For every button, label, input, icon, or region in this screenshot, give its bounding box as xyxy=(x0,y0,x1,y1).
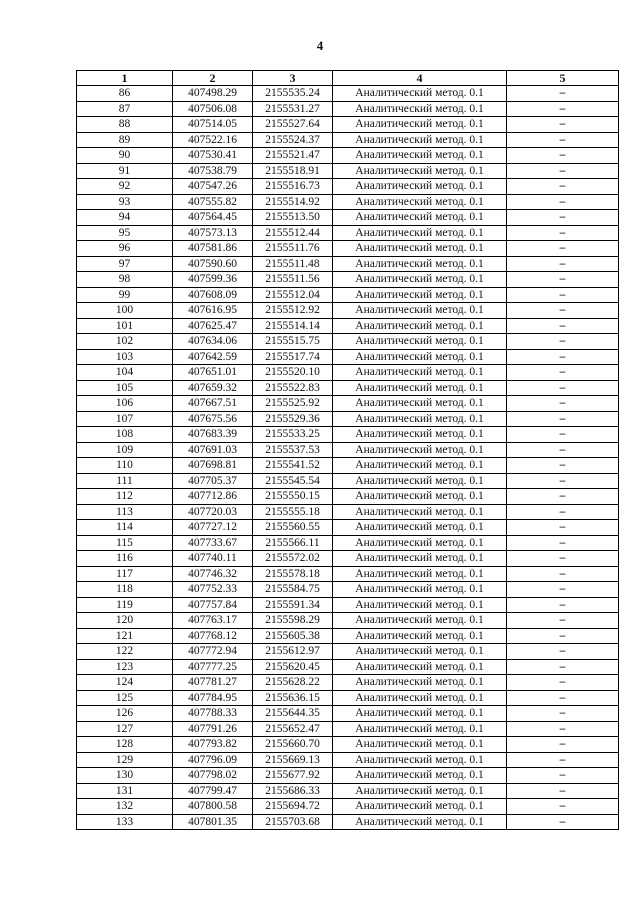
point-number-cell: 126 xyxy=(77,706,173,722)
y-coordinate-cell: 2155537.53 xyxy=(253,442,333,458)
x-coordinate-cell: 407634.06 xyxy=(173,334,253,350)
point-number-cell: 91 xyxy=(77,163,173,179)
table-row xyxy=(77,768,619,784)
error-cell: – xyxy=(507,504,619,520)
method-cell: Аналитический метод. 0.1 xyxy=(333,659,507,675)
y-coordinate-cell: 2155566.11 xyxy=(253,535,333,551)
x-coordinate-cell: 407691.03 xyxy=(173,442,253,458)
table-row xyxy=(77,334,619,350)
x-coordinate-cell: 407642.59 xyxy=(173,349,253,365)
x-coordinate-cell: 407791.26 xyxy=(173,721,253,737)
method-cell: Аналитический метод. 0.1 xyxy=(333,132,507,148)
method-cell: Аналитический метод. 0.1 xyxy=(333,814,507,830)
method-cell: Аналитический метод. 0.1 xyxy=(333,597,507,613)
y-coordinate-cell: 2155524.37 xyxy=(253,132,333,148)
y-coordinate-cell: 2155535.24 xyxy=(253,86,333,102)
y-coordinate-cell: 2155545.54 xyxy=(253,473,333,489)
table-row xyxy=(77,349,619,365)
table-row xyxy=(77,287,619,303)
error-cell: – xyxy=(507,489,619,505)
y-coordinate-cell: 2155636.15 xyxy=(253,690,333,706)
point-number-cell: 131 xyxy=(77,783,173,799)
method-cell: Аналитический метод. 0.1 xyxy=(333,365,507,381)
error-cell: – xyxy=(507,737,619,753)
x-coordinate-cell: 407675.56 xyxy=(173,411,253,427)
method-cell: Аналитический метод. 0.1 xyxy=(333,721,507,737)
error-cell: – xyxy=(507,101,619,117)
x-coordinate-cell: 407625.47 xyxy=(173,318,253,334)
point-number-cell: 107 xyxy=(77,411,173,427)
y-coordinate-cell: 2155525.92 xyxy=(253,396,333,412)
x-coordinate-cell: 407777.25 xyxy=(173,659,253,675)
y-coordinate-cell: 2155522.83 xyxy=(253,380,333,396)
y-coordinate-cell: 2155652.47 xyxy=(253,721,333,737)
x-coordinate-cell: 407712.86 xyxy=(173,489,253,505)
error-cell: – xyxy=(507,256,619,272)
y-coordinate-cell: 2155511.56 xyxy=(253,272,333,288)
error-cell: – xyxy=(507,675,619,691)
method-cell: Аналитический метод. 0.1 xyxy=(333,799,507,815)
method-cell: Аналитический метод. 0.1 xyxy=(333,752,507,768)
error-cell: – xyxy=(507,644,619,660)
point-number-cell: 109 xyxy=(77,442,173,458)
error-cell: – xyxy=(507,814,619,830)
point-number-cell: 108 xyxy=(77,427,173,443)
y-coordinate-cell: 2155644.35 xyxy=(253,706,333,722)
point-number-cell: 89 xyxy=(77,132,173,148)
table-row xyxy=(77,706,619,722)
table-row xyxy=(77,752,619,768)
point-number-cell: 117 xyxy=(77,566,173,582)
table-row xyxy=(77,613,619,629)
point-number-cell: 124 xyxy=(77,675,173,691)
method-cell: Аналитический метод. 0.1 xyxy=(333,690,507,706)
x-coordinate-cell: 407581.86 xyxy=(173,241,253,257)
point-number-cell: 120 xyxy=(77,613,173,629)
x-coordinate-cell: 407763.17 xyxy=(173,613,253,629)
error-cell: – xyxy=(507,148,619,164)
table-row xyxy=(77,427,619,443)
column-header: 3 xyxy=(253,71,333,86)
x-coordinate-cell: 407801.35 xyxy=(173,814,253,830)
error-cell: – xyxy=(507,473,619,489)
table-row xyxy=(77,628,619,644)
table-header-row xyxy=(77,71,619,86)
method-cell: Аналитический метод. 0.1 xyxy=(333,473,507,489)
method-cell: Аналитический метод. 0.1 xyxy=(333,349,507,365)
point-number-cell: 130 xyxy=(77,768,173,784)
x-coordinate-cell: 407547.26 xyxy=(173,179,253,195)
y-coordinate-cell: 2155518.91 xyxy=(253,163,333,179)
method-cell: Аналитический метод. 0.1 xyxy=(333,287,507,303)
table-row xyxy=(77,256,619,272)
point-number-cell: 112 xyxy=(77,489,173,505)
y-coordinate-cell: 2155514.92 xyxy=(253,194,333,210)
error-cell: – xyxy=(507,303,619,319)
method-cell: Аналитический метод. 0.1 xyxy=(333,675,507,691)
y-coordinate-cell: 2155527.64 xyxy=(253,117,333,133)
x-coordinate-cell: 407498.29 xyxy=(173,86,253,102)
table-row xyxy=(77,225,619,241)
y-coordinate-cell: 2155591.34 xyxy=(253,597,333,613)
error-cell: – xyxy=(507,365,619,381)
y-coordinate-cell: 2155512.92 xyxy=(253,303,333,319)
y-coordinate-cell: 2155541.52 xyxy=(253,458,333,474)
method-cell: Аналитический метод. 0.1 xyxy=(333,427,507,443)
method-cell: Аналитический метод. 0.1 xyxy=(333,179,507,195)
method-cell: Аналитический метод. 0.1 xyxy=(333,442,507,458)
x-coordinate-cell: 407768.12 xyxy=(173,628,253,644)
y-coordinate-cell: 2155529.36 xyxy=(253,411,333,427)
y-coordinate-cell: 2155550.15 xyxy=(253,489,333,505)
method-cell: Аналитический метод. 0.1 xyxy=(333,411,507,427)
y-coordinate-cell: 2155686.33 xyxy=(253,783,333,799)
y-coordinate-cell: 2155515.75 xyxy=(253,334,333,350)
point-number-cell: 127 xyxy=(77,721,173,737)
method-cell: Аналитический метод. 0.1 xyxy=(333,551,507,567)
x-coordinate-cell: 407705.37 xyxy=(173,473,253,489)
point-number-cell: 104 xyxy=(77,365,173,381)
method-cell: Аналитический метод. 0.1 xyxy=(333,86,507,102)
error-cell: – xyxy=(507,132,619,148)
x-coordinate-cell: 407667.51 xyxy=(173,396,253,412)
method-cell: Аналитический метод. 0.1 xyxy=(333,225,507,241)
x-coordinate-cell: 407683.39 xyxy=(173,427,253,443)
y-coordinate-cell: 2155531.27 xyxy=(253,101,333,117)
error-cell: – xyxy=(507,241,619,257)
x-coordinate-cell: 407757.84 xyxy=(173,597,253,613)
table-row xyxy=(77,318,619,334)
table-row xyxy=(77,551,619,567)
x-coordinate-cell: 407659.32 xyxy=(173,380,253,396)
method-cell: Аналитический метод. 0.1 xyxy=(333,241,507,257)
x-coordinate-cell: 407788.33 xyxy=(173,706,253,722)
y-coordinate-cell: 2155555.18 xyxy=(253,504,333,520)
error-cell: – xyxy=(507,582,619,598)
y-coordinate-cell: 2155660.70 xyxy=(253,737,333,753)
coordinates-table xyxy=(76,70,619,830)
table-row xyxy=(77,783,619,799)
table-row xyxy=(77,365,619,381)
y-coordinate-cell: 2155512.44 xyxy=(253,225,333,241)
error-cell: – xyxy=(507,752,619,768)
y-coordinate-cell: 2155584.75 xyxy=(253,582,333,598)
y-coordinate-cell: 2155511.76 xyxy=(253,241,333,257)
method-cell: Аналитический метод. 0.1 xyxy=(333,613,507,629)
x-coordinate-cell: 407798.02 xyxy=(173,768,253,784)
y-coordinate-cell: 2155514.14 xyxy=(253,318,333,334)
table-row xyxy=(77,737,619,753)
method-cell: Аналитический метод. 0.1 xyxy=(333,163,507,179)
point-number-cell: 128 xyxy=(77,737,173,753)
method-cell: Аналитический метод. 0.1 xyxy=(333,458,507,474)
y-coordinate-cell: 2155520.10 xyxy=(253,365,333,381)
y-coordinate-cell: 2155628.22 xyxy=(253,675,333,691)
table-row xyxy=(77,396,619,412)
x-coordinate-cell: 407538.79 xyxy=(173,163,253,179)
point-number-cell: 125 xyxy=(77,690,173,706)
table-row xyxy=(77,101,619,117)
x-coordinate-cell: 407514.05 xyxy=(173,117,253,133)
point-number-cell: 119 xyxy=(77,597,173,613)
table-row xyxy=(77,566,619,582)
table-row xyxy=(77,814,619,830)
y-coordinate-cell: 2155694.72 xyxy=(253,799,333,815)
table-row xyxy=(77,582,619,598)
error-cell: – xyxy=(507,163,619,179)
table-row xyxy=(77,132,619,148)
x-coordinate-cell: 407752.33 xyxy=(173,582,253,598)
y-coordinate-cell: 2155521.47 xyxy=(253,148,333,164)
x-coordinate-cell: 407599.36 xyxy=(173,272,253,288)
y-coordinate-cell: 2155517.74 xyxy=(253,349,333,365)
error-cell: – xyxy=(507,210,619,226)
table-row xyxy=(77,380,619,396)
error-cell: – xyxy=(507,427,619,443)
y-coordinate-cell: 2155533.25 xyxy=(253,427,333,443)
error-cell: – xyxy=(507,117,619,133)
x-coordinate-cell: 407522.16 xyxy=(173,132,253,148)
column-header: 2 xyxy=(173,71,253,86)
point-number-cell: 114 xyxy=(77,520,173,536)
error-cell: – xyxy=(507,287,619,303)
table-body xyxy=(77,86,619,830)
point-number-cell: 99 xyxy=(77,287,173,303)
x-coordinate-cell: 407564.45 xyxy=(173,210,253,226)
method-cell: Аналитический метод. 0.1 xyxy=(333,768,507,784)
table-row xyxy=(77,721,619,737)
table-row xyxy=(77,179,619,195)
page-number: 4 xyxy=(316,38,324,53)
column-header: 1 xyxy=(77,71,173,86)
y-coordinate-cell: 2155669.13 xyxy=(253,752,333,768)
method-cell: Аналитический метод. 0.1 xyxy=(333,582,507,598)
table-row xyxy=(77,272,619,288)
point-number-cell: 106 xyxy=(77,396,173,412)
table-row xyxy=(77,210,619,226)
table-row xyxy=(77,148,619,164)
point-number-cell: 86 xyxy=(77,86,173,102)
point-number-cell: 87 xyxy=(77,101,173,117)
table-row xyxy=(77,303,619,319)
point-number-cell: 129 xyxy=(77,752,173,768)
error-cell: – xyxy=(507,690,619,706)
point-number-cell: 122 xyxy=(77,644,173,660)
method-cell: Аналитический метод. 0.1 xyxy=(333,535,507,551)
y-coordinate-cell: 2155512.04 xyxy=(253,287,333,303)
x-coordinate-cell: 407800.58 xyxy=(173,799,253,815)
method-cell: Аналитический метод. 0.1 xyxy=(333,737,507,753)
error-cell: – xyxy=(507,334,619,350)
table-row xyxy=(77,597,619,613)
error-cell: – xyxy=(507,520,619,536)
table-row xyxy=(77,504,619,520)
table-row xyxy=(77,644,619,660)
point-number-cell: 132 xyxy=(77,799,173,815)
method-cell: Аналитический метод. 0.1 xyxy=(333,272,507,288)
error-cell: – xyxy=(507,597,619,613)
x-coordinate-cell: 407590.60 xyxy=(173,256,253,272)
table-row xyxy=(77,194,619,210)
error-cell: – xyxy=(507,458,619,474)
method-cell: Аналитический метод. 0.1 xyxy=(333,334,507,350)
method-cell: Аналитический метод. 0.1 xyxy=(333,644,507,660)
error-cell: – xyxy=(507,799,619,815)
table-row xyxy=(77,241,619,257)
column-header: 4 xyxy=(333,71,507,86)
x-coordinate-cell: 407651.01 xyxy=(173,365,253,381)
method-cell: Аналитический метод. 0.1 xyxy=(333,117,507,133)
method-cell: Аналитический метод. 0.1 xyxy=(333,504,507,520)
point-number-cell: 115 xyxy=(77,535,173,551)
y-coordinate-cell: 2155560.55 xyxy=(253,520,333,536)
table-row xyxy=(77,442,619,458)
method-cell: Аналитический метод. 0.1 xyxy=(333,706,507,722)
table-row xyxy=(77,690,619,706)
y-coordinate-cell: 2155516.73 xyxy=(253,179,333,195)
table-row xyxy=(77,458,619,474)
x-coordinate-cell: 407781.27 xyxy=(173,675,253,691)
point-number-cell: 98 xyxy=(77,272,173,288)
y-coordinate-cell: 2155598.29 xyxy=(253,613,333,629)
x-coordinate-cell: 407555.82 xyxy=(173,194,253,210)
error-cell: – xyxy=(507,349,619,365)
point-number-cell: 110 xyxy=(77,458,173,474)
table-row xyxy=(77,535,619,551)
point-number-cell: 111 xyxy=(77,473,173,489)
x-coordinate-cell: 407796.09 xyxy=(173,752,253,768)
method-cell: Аналитический метод. 0.1 xyxy=(333,520,507,536)
method-cell: Аналитический метод. 0.1 xyxy=(333,628,507,644)
error-cell: – xyxy=(507,721,619,737)
y-coordinate-cell: 2155612.97 xyxy=(253,644,333,660)
point-number-cell: 101 xyxy=(77,318,173,334)
error-cell: – xyxy=(507,380,619,396)
x-coordinate-cell: 407784.95 xyxy=(173,690,253,706)
x-coordinate-cell: 407799.47 xyxy=(173,783,253,799)
table-row xyxy=(77,659,619,675)
point-number-cell: 93 xyxy=(77,194,173,210)
column-header: 5 xyxy=(507,71,619,86)
method-cell: Аналитический метод. 0.1 xyxy=(333,396,507,412)
x-coordinate-cell: 407530.41 xyxy=(173,148,253,164)
table-row xyxy=(77,163,619,179)
y-coordinate-cell: 2155620.45 xyxy=(253,659,333,675)
point-number-cell: 100 xyxy=(77,303,173,319)
error-cell: – xyxy=(507,551,619,567)
table-row xyxy=(77,520,619,536)
point-number-cell: 92 xyxy=(77,179,173,195)
point-number-cell: 97 xyxy=(77,256,173,272)
error-cell: – xyxy=(507,194,619,210)
error-cell: – xyxy=(507,628,619,644)
method-cell: Аналитический метод. 0.1 xyxy=(333,148,507,164)
table-row xyxy=(77,473,619,489)
error-cell: – xyxy=(507,768,619,784)
method-cell: Аналитический метод. 0.1 xyxy=(333,303,507,319)
point-number-cell: 116 xyxy=(77,551,173,567)
x-coordinate-cell: 407698.81 xyxy=(173,458,253,474)
x-coordinate-cell: 407793.82 xyxy=(173,737,253,753)
x-coordinate-cell: 407746.32 xyxy=(173,566,253,582)
method-cell: Аналитический метод. 0.1 xyxy=(333,566,507,582)
y-coordinate-cell: 2155578.18 xyxy=(253,566,333,582)
error-cell: – xyxy=(507,86,619,102)
error-cell: – xyxy=(507,659,619,675)
error-cell: – xyxy=(507,272,619,288)
x-coordinate-cell: 407616.95 xyxy=(173,303,253,319)
method-cell: Аналитический метод. 0.1 xyxy=(333,318,507,334)
error-cell: – xyxy=(507,442,619,458)
method-cell: Аналитический метод. 0.1 xyxy=(333,489,507,505)
x-coordinate-cell: 407608.09 xyxy=(173,287,253,303)
x-coordinate-cell: 407740.11 xyxy=(173,551,253,567)
point-number-cell: 96 xyxy=(77,241,173,257)
point-number-cell: 121 xyxy=(77,628,173,644)
method-cell: Аналитический метод. 0.1 xyxy=(333,380,507,396)
x-coordinate-cell: 407727.12 xyxy=(173,520,253,536)
point-number-cell: 118 xyxy=(77,582,173,598)
error-cell: – xyxy=(507,706,619,722)
table-row xyxy=(77,799,619,815)
point-number-cell: 90 xyxy=(77,148,173,164)
table-row xyxy=(77,675,619,691)
point-number-cell: 102 xyxy=(77,334,173,350)
y-coordinate-cell: 2155677.92 xyxy=(253,768,333,784)
table-row xyxy=(77,117,619,133)
x-coordinate-cell: 407720.03 xyxy=(173,504,253,520)
y-coordinate-cell: 2155572.02 xyxy=(253,551,333,567)
table-row xyxy=(77,411,619,427)
x-coordinate-cell: 407573.13 xyxy=(173,225,253,241)
error-cell: – xyxy=(507,179,619,195)
error-cell: – xyxy=(507,225,619,241)
point-number-cell: 94 xyxy=(77,210,173,226)
y-coordinate-cell: 2155703.68 xyxy=(253,814,333,830)
method-cell: Аналитический метод. 0.1 xyxy=(333,101,507,117)
method-cell: Аналитический метод. 0.1 xyxy=(333,194,507,210)
method-cell: Аналитический метод. 0.1 xyxy=(333,210,507,226)
error-cell: – xyxy=(507,411,619,427)
error-cell: – xyxy=(507,783,619,799)
x-coordinate-cell: 407772.94 xyxy=(173,644,253,660)
point-number-cell: 95 xyxy=(77,225,173,241)
error-cell: – xyxy=(507,396,619,412)
point-number-cell: 123 xyxy=(77,659,173,675)
error-cell: – xyxy=(507,318,619,334)
x-coordinate-cell: 407506.08 xyxy=(173,101,253,117)
point-number-cell: 113 xyxy=(77,504,173,520)
y-coordinate-cell: 2155513.50 xyxy=(253,210,333,226)
point-number-cell: 88 xyxy=(77,117,173,133)
y-coordinate-cell: 2155511.48 xyxy=(253,256,333,272)
error-cell: – xyxy=(507,535,619,551)
error-cell: – xyxy=(507,613,619,629)
table-row xyxy=(77,86,619,102)
point-number-cell: 133 xyxy=(77,814,173,830)
table-row xyxy=(77,489,619,505)
point-number-cell: 103 xyxy=(77,349,173,365)
x-coordinate-cell: 407733.67 xyxy=(173,535,253,551)
method-cell: Аналитический метод. 0.1 xyxy=(333,783,507,799)
method-cell: Аналитический метод. 0.1 xyxy=(333,256,507,272)
y-coordinate-cell: 2155605.38 xyxy=(253,628,333,644)
point-number-cell: 105 xyxy=(77,380,173,396)
error-cell: – xyxy=(507,566,619,582)
